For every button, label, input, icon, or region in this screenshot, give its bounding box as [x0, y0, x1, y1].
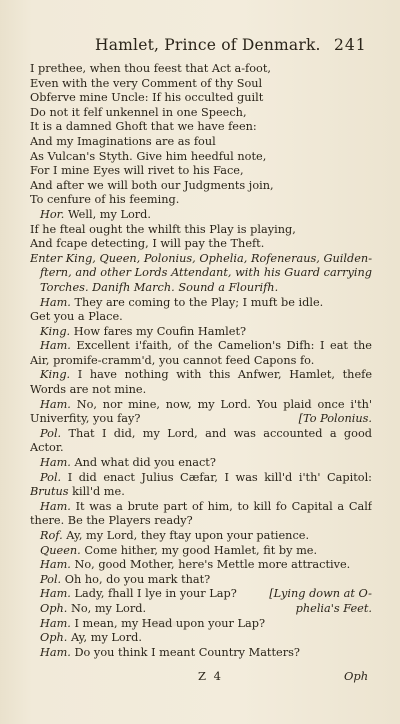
- speech-line: [30, 544, 372, 559]
- verse-line: [30, 193, 372, 208]
- line-text: No, my Lord.: [67, 601, 147, 615]
- speech-line: [30, 427, 372, 442]
- line-text: Do you think I meant Country Matters?: [70, 645, 300, 659]
- verse-line: [30, 164, 372, 179]
- line-text: there. Be the Players ready?: [30, 514, 193, 528]
- speaker-name: King.: [40, 324, 71, 338]
- speech-line: [30, 485, 372, 500]
- line-text: Obferve mine Uncle: If his occulted guilt: [30, 91, 264, 105]
- speech-line: [30, 208, 372, 223]
- line-text: Ay, my Lord.: [67, 631, 142, 645]
- verse-line: [30, 62, 372, 77]
- speaker-name: Hor.: [40, 207, 65, 221]
- speech-line: [30, 398, 372, 413]
- verse-line: [30, 237, 372, 252]
- speaker-name: Ham.: [40, 645, 71, 659]
- speaker-name: Rof.: [40, 529, 63, 542]
- speaker-name: Pol.: [40, 470, 62, 484]
- verse-line: [30, 120, 372, 135]
- line-text: Air, promife-cramm'd, you cannot feed Capons fo.: [30, 353, 315, 367]
- play-text: [30, 62, 372, 660]
- line-text: Excellent i'faith, of the Camelion's Difh: I eat the: [70, 339, 372, 353]
- speaker-name: Ham.: [40, 616, 71, 630]
- aside-direction: phelia's Feet.: [295, 601, 372, 615]
- speech-line: [30, 325, 372, 340]
- page-footer: [0, 669, 400, 685]
- speaker-name: King.: [40, 368, 71, 382]
- line-text: No, nor mine, now, my Lord. You plaid once i'th': [70, 397, 372, 411]
- line-text: Ay, my Lord, they ftay upon your patience.: [62, 529, 310, 542]
- line-text: And fcape detecting, I will pay the Theft.: [30, 237, 265, 251]
- speaker-name: Ham.: [40, 456, 71, 470]
- speech-line: [30, 587, 372, 602]
- verse-line: [30, 179, 372, 194]
- verse-line: [30, 150, 372, 165]
- speaker-name: Ham.: [40, 339, 71, 353]
- stage-direction-line: [30, 281, 372, 296]
- line-text: And after we will both our Judgments join,: [30, 178, 274, 192]
- line-text: Come hither, my good Hamlet, fit by me.: [80, 543, 318, 557]
- line-text: kill'd me.: [68, 485, 125, 499]
- speech-line: [30, 558, 372, 573]
- speech-line: [30, 456, 372, 471]
- line-text: As Vulcan's Styth. Give him heedful note,: [30, 149, 267, 163]
- stage-direction-line: [30, 266, 372, 281]
- verse-line: [30, 91, 372, 106]
- verse-line: [30, 77, 372, 92]
- line-text: Well, my Lord.: [64, 207, 151, 221]
- line-text: They are coming to the Play; I muft be idle.: [70, 295, 324, 309]
- line-text: I mean, my Head upon your Lap?: [70, 616, 266, 630]
- speech-line: [30, 617, 372, 632]
- speaker-name: Ham.: [40, 499, 71, 513]
- line-text: How fares my Coufin Hamlet?: [70, 324, 247, 338]
- verse-line: [30, 354, 372, 369]
- running-header: [0, 36, 400, 58]
- line-text: Do not it felf unkennel in one Speech,: [30, 105, 247, 119]
- line-text: That I did, my Lord, and was accounted a good: [61, 426, 372, 440]
- verse-line: [30, 223, 372, 238]
- line-text: It is a damned Ghoft that we have feen:: [30, 120, 257, 134]
- speaker-name: Queen.: [40, 543, 81, 557]
- line-text: Oh ho, do you mark that?: [61, 572, 211, 586]
- line-text: Words are not mine.: [30, 383, 147, 397]
- speech-line: [30, 296, 372, 311]
- line-text: ftern, and other Lords Attendant, with his Guard carrying: [40, 266, 372, 280]
- speaker-name: Ham.: [40, 558, 71, 572]
- speaker-name: Brutus: [30, 485, 69, 499]
- verse-line: [30, 135, 372, 150]
- aside-direction: [Lying down at O-: [269, 587, 372, 601]
- line-text: Enter King, Queen, Polonius, Ophelia, Rofeneraus, Guilden-: [30, 251, 372, 265]
- speech-line: [30, 631, 372, 646]
- line-text: For I mine Eyes will rivet to his Face,: [30, 164, 244, 178]
- line-text: Lady, fhall I lye in your Lap?: [70, 587, 237, 601]
- speaker-name: Pol.: [40, 426, 62, 440]
- speaker-name: Oph.: [40, 601, 68, 615]
- printer-signature: Z 4: [198, 669, 223, 683]
- line-text: Torches. Danifh March. Sound a Flourifh.: [40, 280, 279, 294]
- line-text: It was a brute part of him, to kill fo Capital a Calf: [70, 499, 372, 513]
- speech-line: [30, 500, 372, 515]
- ink-smudge: [148, 620, 178, 628]
- verse-line: [30, 441, 372, 456]
- line-text: To cenfure of his feeming.: [30, 193, 180, 207]
- line-text: I did enact Julius Cæfar, I was kill'd i'th' Capitol:: [61, 470, 372, 484]
- verse-line: [30, 310, 372, 325]
- speaker-name: Ham.: [40, 587, 71, 601]
- line-text: And my Imaginations are as foul: [30, 134, 216, 148]
- line-text: Actor.: [30, 441, 64, 455]
- speech-line: [30, 471, 372, 486]
- line-text: Univerfity, you fay?: [30, 412, 141, 426]
- verse-line: [30, 106, 372, 121]
- line-text: Get you a Place.: [30, 310, 123, 324]
- speaker-name: Pol.: [40, 572, 62, 586]
- stage-direction-line: [30, 252, 372, 267]
- page-number: 241: [334, 36, 367, 54]
- line-text: I have nothing with this Anfwer, Hamlet, thefe: [70, 368, 372, 382]
- running-title: Hamlet, Prince of Denmark.: [95, 36, 321, 54]
- verse-line: [30, 383, 372, 398]
- line-text: I prethee, when thou feest that Act a-foot,: [30, 62, 271, 75]
- speech-line: [30, 602, 372, 617]
- line-text: No, good Mother, here's Mettle more attractive.: [70, 558, 351, 572]
- aside-direction: [To Polonius.: [298, 412, 372, 426]
- speech-line: [30, 368, 372, 383]
- line-text: If he fteal ought the whilft this Play is playing,: [30, 222, 296, 236]
- speech-line: [30, 646, 372, 661]
- verse-line: [30, 412, 372, 427]
- speaker-name: Ham.: [40, 295, 71, 309]
- verse-line: [30, 514, 372, 529]
- speaker-name: Ham.: [40, 397, 71, 411]
- speech-line: [30, 529, 372, 544]
- catchword: Oph: [344, 669, 369, 683]
- line-text: And what did you enact?: [70, 456, 216, 470]
- speech-line: [30, 339, 372, 354]
- speaker-name: Oph.: [40, 631, 68, 645]
- speech-line: [30, 573, 372, 588]
- line-text: Even with the very Comment of thy Soul: [30, 76, 263, 90]
